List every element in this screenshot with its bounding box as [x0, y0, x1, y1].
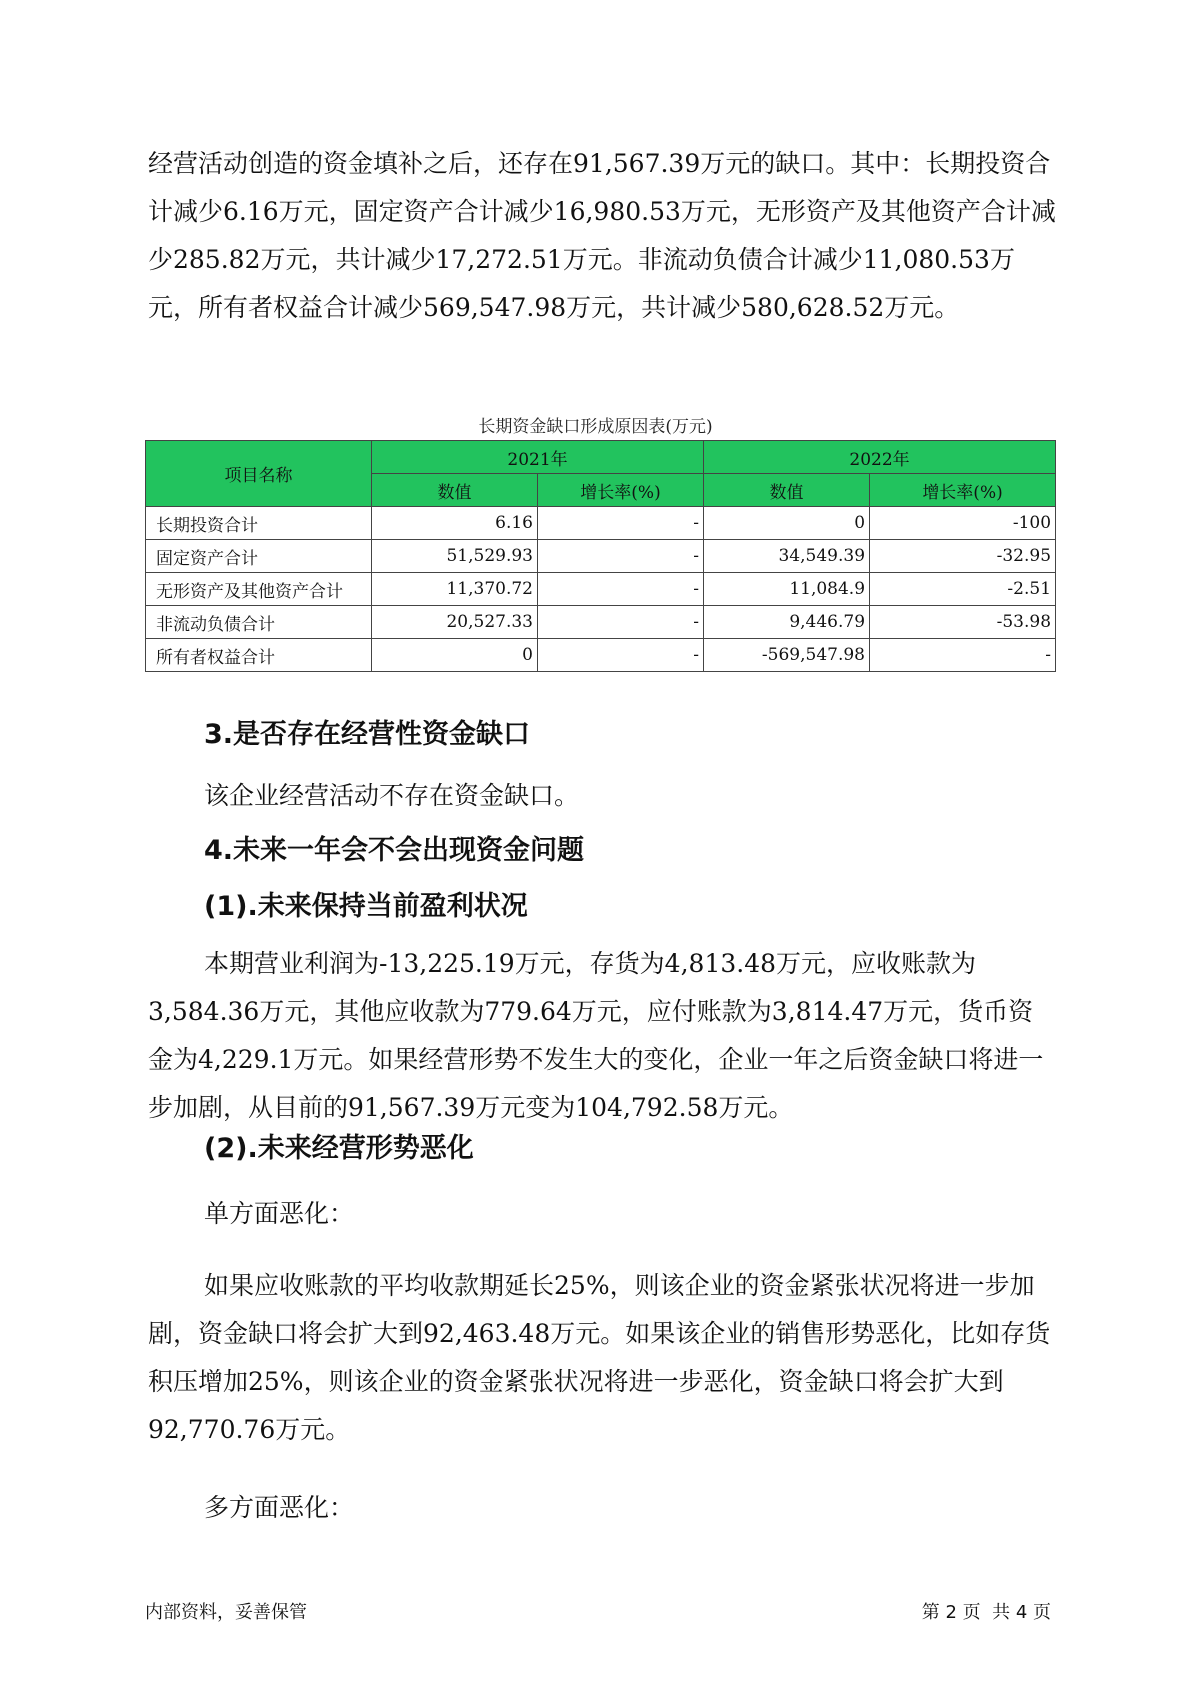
- header-growth-2022: 增长率(%): [870, 474, 1056, 507]
- sub2-heading: (2).未来经营形势恶化: [204, 1133, 474, 1164]
- value-2021: 20,527.33: [372, 606, 538, 639]
- growth-2022: -: [870, 639, 1056, 672]
- growth-2021: -: [538, 540, 704, 573]
- table-row: [146, 573, 1056, 606]
- value-2022: 11,084.9: [704, 573, 870, 606]
- footer-page-number: 第 2 页 共 4 页: [921, 1602, 1051, 1623]
- value-2022: -569,547.98: [704, 639, 870, 672]
- sub1-text: 本期营业利润为-13,225.19万元，存货为4,813.48万元，应收账款为3,584.36万元，其他应收款为779.64万元，应付账款为3,814.47万元，货币资金为4,229.1万元。如果经营形势不发生大的变化，企业一年之后资金缺口将进一步加剧，从目前的91,567.39万元变为104,792.58万元。: [148, 949, 1044, 1122]
- footer-confidential: 内部资料，妥善保管: [145, 1602, 307, 1623]
- row-name: 非流动负债合计: [146, 606, 372, 639]
- sub1-heading: (1).未来保持当前盈利状况: [204, 891, 528, 922]
- multi-label: 多方面恶化：: [204, 1493, 355, 1522]
- growth-2021: -: [538, 573, 704, 606]
- value-2021: 11,370.72: [372, 573, 538, 606]
- header-item-name: 项目名称: [146, 441, 372, 507]
- header-value-2022: 数值: [704, 474, 870, 507]
- value-2022: 9,446.79: [704, 606, 870, 639]
- value-2022: 0: [704, 507, 870, 540]
- row-name: 无形资产及其他资产合计: [146, 573, 372, 606]
- row-name: 固定资产合计: [146, 540, 372, 573]
- growth-2021: -: [538, 606, 704, 639]
- value-2021: 0: [372, 639, 538, 672]
- intro-paragraph: 经营活动创造的资金填补之后，还存在91,567.39万元的缺口。其中：长期投资合计减少6.16万元，固定资产合计减少16,980.53万元，无形资产及其他资产合计减少285.82万元，共计减少17,272.51万元。非流动负债合计减少11,080.53万元，所有者权益合计减少569,547.98万元，共计减少580,628.52万元。: [148, 149, 1056, 322]
- header-year-2022: 2022年: [704, 441, 1056, 474]
- header-year-2021: 2021年: [372, 441, 704, 474]
- table-caption: 长期资金缺口形成原因表(万元): [478, 417, 713, 437]
- header-value-2021: 数值: [372, 474, 538, 507]
- growth-2022: -2.51: [870, 573, 1056, 606]
- growth-2022: -53.98: [870, 606, 1056, 639]
- table-row: [146, 507, 1056, 540]
- row-name: 所有者权益合计: [146, 639, 372, 672]
- header-growth-2021: 增长率(%): [538, 474, 704, 507]
- table-row: [146, 639, 1056, 672]
- value-2021: 51,529.93: [372, 540, 538, 573]
- growth-2022: -32.95: [870, 540, 1056, 573]
- funding-gap-table: [145, 440, 1056, 672]
- growth-2021: -: [538, 507, 704, 540]
- section4-heading: 4.未来一年会不会出现资金问题: [204, 835, 585, 866]
- single-label: 单方面恶化：: [204, 1199, 355, 1228]
- single-text: 如果应收账款的平均收款期延长25%，则该企业的资金紧张状况将进一步加剧，资金缺口将会扩大到92,463.48万元。如果该企业的销售形势恶化，比如存货积压增加25%，则该企业的资金紧张状况将进一步恶化，资金缺口将会扩大到92,770.76万元。: [148, 1271, 1051, 1444]
- value-2021: 6.16: [372, 507, 538, 540]
- section3-heading: 3.是否存在经营性资金缺口: [204, 719, 531, 750]
- row-name: 长期投资合计: [146, 507, 372, 540]
- table-row: [146, 606, 1056, 639]
- table-row: [146, 540, 1056, 573]
- growth-2021: -: [538, 639, 704, 672]
- growth-2022: -100: [870, 507, 1056, 540]
- value-2022: 34,549.39: [704, 540, 870, 573]
- section3-text: 该企业经营活动不存在资金缺口。: [204, 781, 580, 810]
